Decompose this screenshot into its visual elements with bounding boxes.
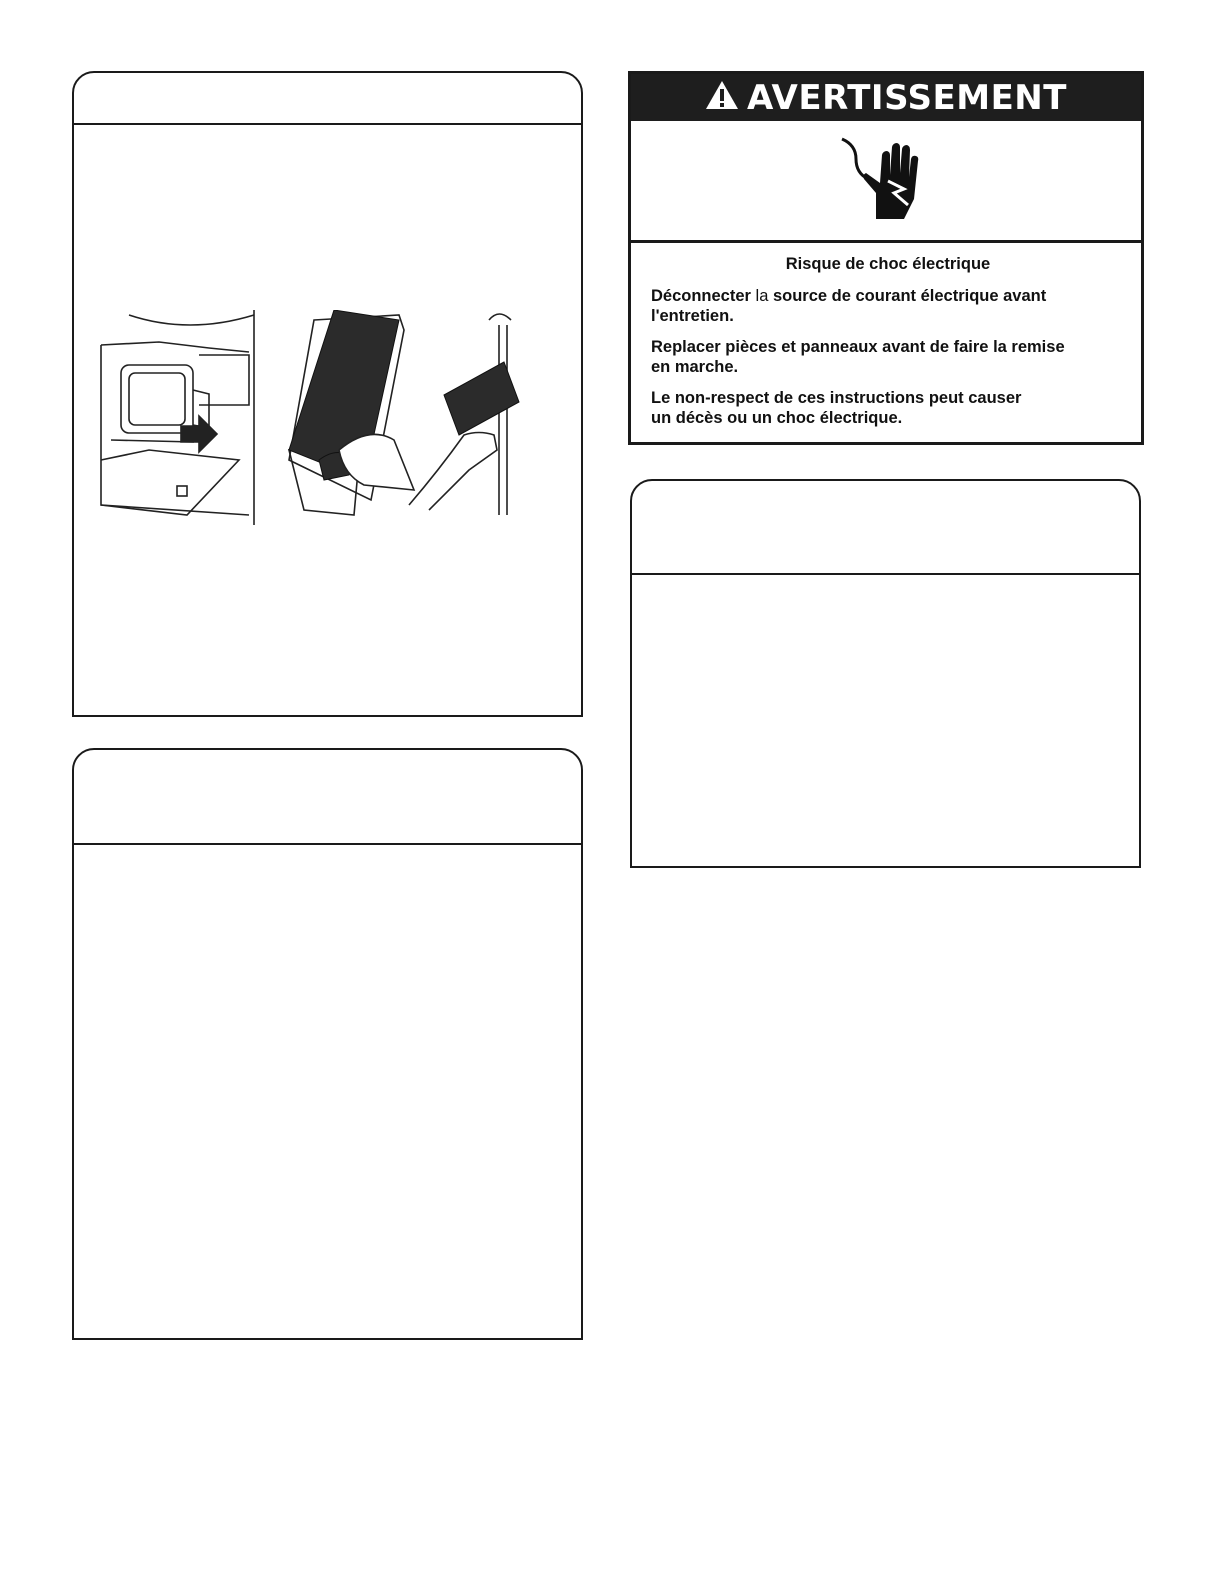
warning-text: Le non-respect de ces instructions peut causer xyxy=(651,389,1022,407)
warning-icon-row xyxy=(631,121,1141,243)
instructions-panel xyxy=(630,479,1141,868)
warning-text: Déconnecter xyxy=(651,287,756,305)
warning-title: AVERTISSEMENT xyxy=(747,77,1067,118)
panel-header xyxy=(632,481,1139,575)
panel-header xyxy=(74,750,581,845)
warning-subtitle: Risque de choc électrique xyxy=(785,255,991,273)
filter-cleaning-illustration xyxy=(99,310,559,530)
electrical-shock-warning xyxy=(628,71,1144,445)
warning-text: l'entretien. xyxy=(651,307,734,325)
warning-body xyxy=(651,255,1125,439)
warning-paragraph-1 xyxy=(651,286,1125,326)
warning-text: Replacer pièces et panneaux avant de faire la remise xyxy=(651,338,1065,356)
warning-paragraph-2 xyxy=(651,337,1125,377)
warning-paragraph-3 xyxy=(651,388,1125,428)
electrical-shock-hand-icon xyxy=(834,135,924,230)
warning-text: un décès ou un choc électrique. xyxy=(651,409,903,427)
warning-text: en marche. xyxy=(651,358,739,376)
panel-header xyxy=(74,73,581,125)
filter-cleaning-panel xyxy=(72,71,583,717)
warning-header xyxy=(631,74,1141,121)
warning-text: source de courant électrique avant xyxy=(768,287,1047,305)
filter-removal-illustration xyxy=(101,310,254,525)
maintenance-panel xyxy=(72,748,583,1340)
warning-triangle-icon xyxy=(705,80,739,115)
foam-filter-cleaning-illustration xyxy=(289,310,414,515)
foam-filter-rinsing-illustration xyxy=(409,314,519,515)
warning-text: la xyxy=(755,287,769,305)
